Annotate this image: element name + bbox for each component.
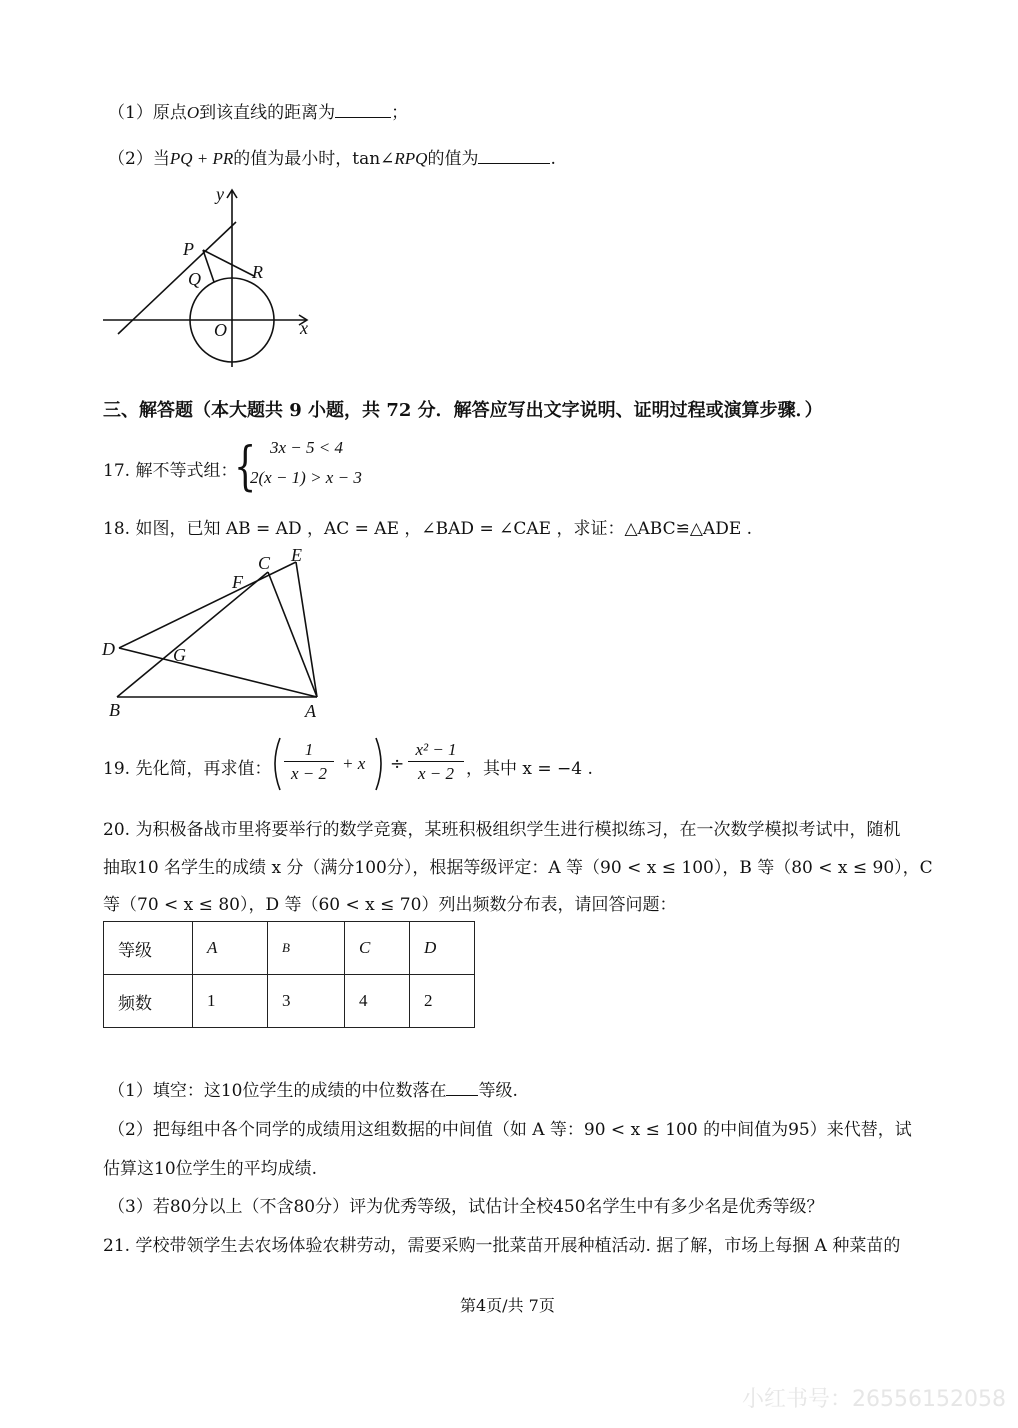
q16-label-y: y <box>216 184 224 204</box>
q18-label-F: F <box>232 572 243 592</box>
q21-line1: 21. 学校带领学生去农场体验农耕劳动，需要采购一批菜苗开展种植活动. 据了解，市场上每捆 A 种菜苗的 <box>103 1236 901 1256</box>
q20-part2b: 估算这10位学生的平均成绩. <box>103 1159 318 1179</box>
q20-part2a: （2）把每组中各个同学的成绩用这组数据的中间值（如 A 等：90 < x ≤ 100 的中间值为95）来代替，试 <box>108 1120 912 1140</box>
q16-answer-blank-1 <box>335 117 391 118</box>
q16-figure <box>95 182 325 382</box>
q19-f1-num: 1 <box>284 740 334 762</box>
q18-label-G: G <box>173 645 186 665</box>
q16-expr: PQ + PR <box>169 149 234 168</box>
q16-answer-blank-2 <box>478 163 550 164</box>
q16-part1 <box>108 98 408 123</box>
q16-part1-end: ； <box>391 103 409 123</box>
q20-line2: 抽取10 名学生的成绩 x 分（满分100分），根据等级评定：A 等（90 < x ≤ 100），B 等（80 < x ≤ 90），C <box>103 858 933 878</box>
q18-segment-DE <box>119 562 296 648</box>
table-cell: 4 <box>345 975 410 1028</box>
q20-line1: 20. 为积极备战市里将要举行的数学竞赛，某班积极组织学生进行模拟练习，在一次数学模拟考试中，随机 <box>103 820 901 840</box>
q19-f1-den: x − 2 <box>290 764 328 783</box>
table-row <box>104 975 475 1028</box>
q20-part1 <box>108 1076 518 1101</box>
q19-label: 19. 先化简，再求值： <box>103 759 272 779</box>
q20-answer-blank <box>446 1095 478 1096</box>
q20-line3: 等（70 < x ≤ 80），D 等（60 < x ≤ 70）列出频数分布表，请回答问题： <box>103 895 677 915</box>
table-cell: A <box>193 922 268 975</box>
q18-segment-EA <box>296 562 317 697</box>
watermark: 小红书号：26556152058 <box>742 1387 1006 1412</box>
q16-origin-var: O <box>186 103 200 122</box>
q16-part2-text: 的值为最小时， <box>233 149 353 169</box>
q18-label-D: D <box>102 639 115 659</box>
q16-label-O: O <box>214 320 227 340</box>
q17-label: 17. 解不等式组： <box>103 461 238 481</box>
q16-angle: RPQ <box>394 149 428 168</box>
table-header-grade: 等级 <box>104 922 193 975</box>
table-cell: 2 <box>410 975 475 1028</box>
q19-div: ÷ <box>390 754 405 774</box>
q20-part1-text: （1）填空：这10位学生的成绩的中位数落在 <box>108 1081 447 1101</box>
q16-line <box>118 222 236 334</box>
q18-segment-BC <box>117 572 268 697</box>
q16-label-x: x <box>300 318 308 338</box>
q19-fraction-1 <box>284 740 334 784</box>
q17-line1: 3x − 5 < 4 <box>270 438 343 457</box>
q16-part2 <box>108 144 556 169</box>
section3-heading: 三、解答题（本大题共 9 小题，共 72 分．解答应写出文字说明、证明过程或演算步骤．） <box>103 400 823 421</box>
q17-line2: 2(x − 1) > x − 3 <box>250 468 362 487</box>
q18-label-A: A <box>305 701 316 721</box>
q16-part1-prefix: （1）原点 <box>108 103 187 123</box>
q19-tail: ，其中 x = −4 . <box>466 759 593 779</box>
frequency-table <box>103 921 475 1028</box>
table-cell: B <box>268 922 345 975</box>
q16-tan: tan∠ <box>352 149 395 169</box>
q18-text: 18. 如图，已知 AB = AD ，AC = AE ，∠BAD = ∠CAE ，求证：△ABC≌△ADE . <box>103 519 753 539</box>
q16-part1-text: 到该直线的距离为 <box>199 103 336 123</box>
q18-label-C: C <box>258 553 271 573</box>
q19-plus-x: + x <box>342 754 366 773</box>
q16-part2-text2: 的值为 <box>427 149 479 169</box>
q18-label-B: B <box>109 700 120 720</box>
table-cell: D <box>410 922 475 975</box>
q18-label-E: E <box>291 545 302 565</box>
table-row <box>104 922 475 975</box>
q20-part3: （3）若80分以上（不含80分）评为优秀等级，试估计全校450名学生中有多少名是优秀等级？ <box>108 1197 824 1217</box>
q16-label-P: P <box>183 239 194 259</box>
q16-part2-prefix: （2）当 <box>108 149 170 169</box>
page-number: 第4页/共 7页 <box>460 1296 555 1315</box>
q18-figure <box>98 542 338 722</box>
q16-part2-end: . <box>550 149 556 169</box>
q16-label-R: R <box>252 262 263 282</box>
q16-label-Q: Q <box>188 269 201 289</box>
table-cell: 1 <box>193 975 268 1028</box>
q20-part1-end: 等级. <box>478 1081 518 1101</box>
q18-segment-DA <box>119 648 317 697</box>
table-cell: 3 <box>268 975 345 1028</box>
table-cell: C <box>345 922 410 975</box>
q19-f2-num: x² − 1 <box>408 740 464 762</box>
table-header-frequency: 频数 <box>104 975 193 1028</box>
q18-segment-CA <box>268 572 317 697</box>
q19-fraction-2 <box>408 740 464 784</box>
q19-f2-den: x − 2 <box>417 764 455 783</box>
q17-brace: { <box>234 435 257 497</box>
